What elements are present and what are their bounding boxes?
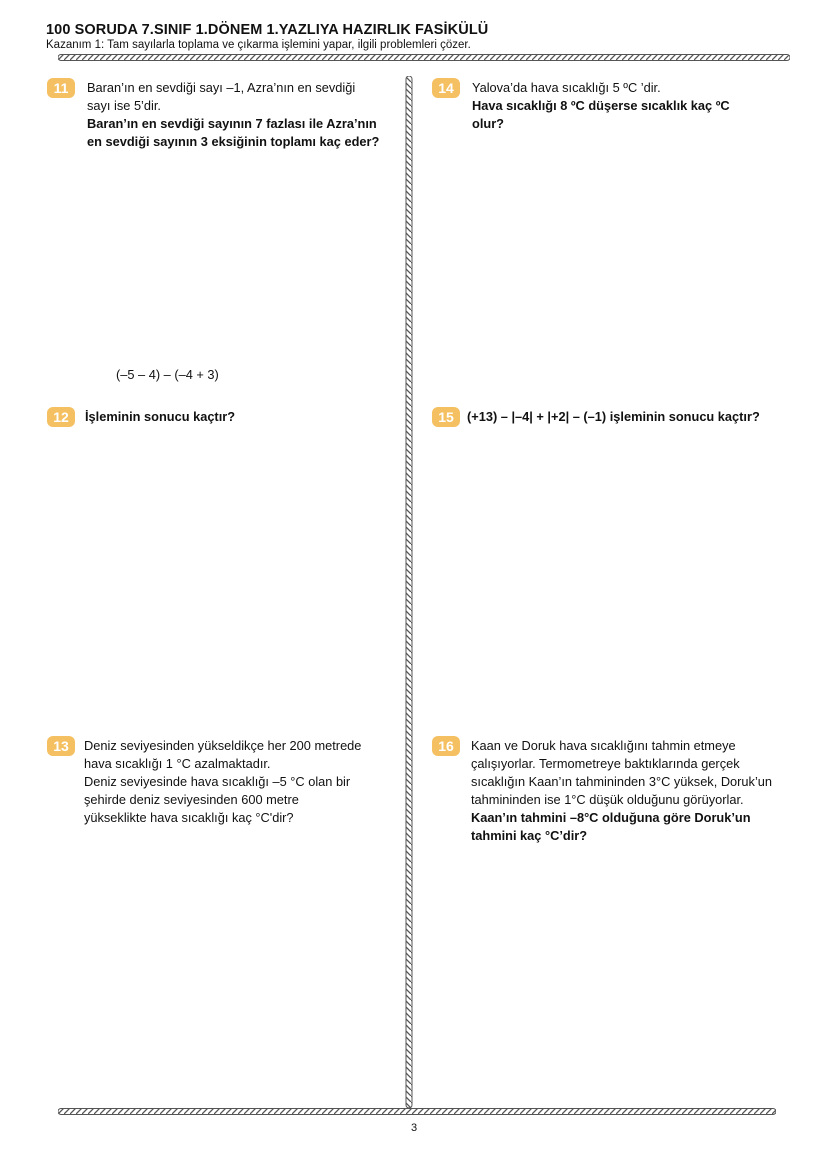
question-prompt: Kaan’ın tahmini –8°C olduğuna göre Doruk’un (471, 810, 751, 825)
math-expression: (–5 – 4) – (–4 + 3) (116, 367, 219, 382)
question-text: sıcaklığın Kaan’ın tahmininden 3°C yüksek, Doruk’un (471, 774, 773, 789)
question-12 (85, 408, 385, 426)
page-number: 3 (410, 1122, 418, 1134)
question-14 (472, 79, 772, 133)
page-subtitle: Kazanım 1: Tam sayılarla toplama ve çıkarma işlemini yapar, ilgili problemleri çözer. (46, 39, 471, 51)
question-text: Deniz seviyesinde hava sıcaklığı –5 °C olan bir (84, 774, 351, 789)
page-title: 100 SORUDA 7.SINIF 1.DÖNEM 1.YAZLIYA HAZIRLIK FASİKÜLÜ (46, 22, 489, 38)
question-text: hava sıcaklığı 1 °C azalmaktadır. (84, 756, 271, 771)
question-text: şehirde deniz seviyesinden 600 metre (84, 792, 299, 807)
question-text: tahmininden ise 1°C düşük olduğunu görüyorlar. (471, 792, 744, 807)
question-prompt: olur? (472, 116, 504, 131)
question-prompt: İşleminin sonucu kaçtır? (85, 409, 236, 424)
question-number-badge: 12 (47, 407, 75, 427)
question-text: Yalova’da hava sıcaklığı 5 ºC ’dir. (472, 80, 661, 95)
question-number-badge: 11 (47, 78, 75, 98)
header-divider (58, 54, 790, 61)
question-text: Deniz seviyesinden yükseldikçe her 200 metrede (84, 738, 362, 753)
question-text: Baran’ın en sevdiği sayı –1, Azra’nın en sevdiği (87, 80, 356, 95)
question-13 (84, 737, 394, 827)
question-15 (467, 408, 807, 426)
question-text: yükseklikte hava sıcaklığı kaç °C'dir? (84, 810, 294, 825)
question-prompt: tahmini kaç °C’dir? (471, 828, 588, 843)
question-prompt: Hava sıcaklığı 8 ºC düşerse sıcaklık kaç ºC (472, 98, 730, 113)
question-number-badge: 13 (47, 736, 75, 756)
question-text: çalışıyorlar. Termometreye baktıklarında gerçek (471, 756, 740, 771)
question-text: sayı ise 5’dir. (87, 98, 161, 113)
question-prompt: Baran’ın en sevdiği sayının 7 fazlası ile Azra’nın (87, 116, 377, 131)
question-number-badge: 15 (432, 407, 460, 427)
question-16 (471, 737, 816, 845)
question-prompt: (+13) – |–4| + |+2| – (–1) işleminin sonucu kaçtır? (467, 409, 760, 424)
question-text: Kaan ve Doruk hava sıcaklığını tahmin etmeye (471, 738, 736, 753)
footer-divider (58, 1108, 776, 1115)
question-number-badge: 16 (432, 736, 460, 756)
question-number-badge: 14 (432, 78, 460, 98)
column-divider (405, 76, 413, 1108)
question-prompt: en sevdiği sayının 3 eksiğinin toplamı kaç eder? (87, 134, 380, 149)
question-11 (87, 79, 392, 151)
